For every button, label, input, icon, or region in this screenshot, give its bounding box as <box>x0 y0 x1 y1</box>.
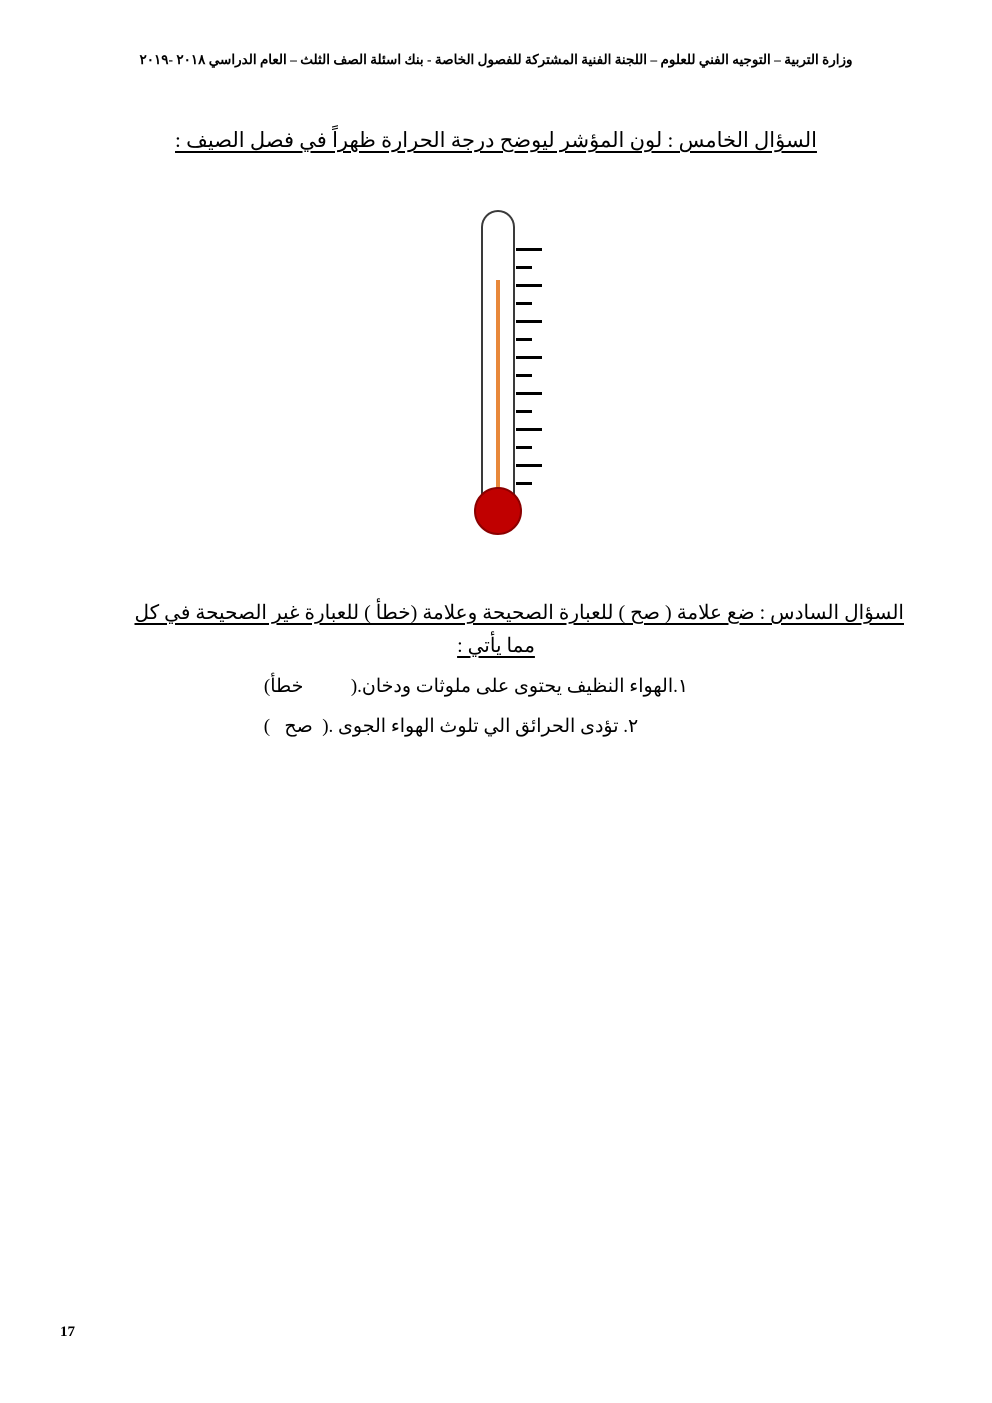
question-6-line-1: السؤال السادس : ضع علامة ( صح ) للعبارة الصحيحة وعلامة (خطأ ) للعبارة غير الصحيحة في كل <box>134 602 904 624</box>
question-5 <box>50 128 942 154</box>
scale-tick <box>516 410 532 413</box>
scale-tick <box>516 464 542 467</box>
scale-tick <box>516 428 542 431</box>
scale-tick <box>516 446 532 449</box>
scale-tick <box>516 392 542 395</box>
question-5-text: السؤال الخامس : لون المؤشر ليوضح درجة الحرارة ظهراً في فصل الصيف : <box>175 128 817 152</box>
scale-tick <box>516 356 542 359</box>
question-6-item-1: ١.الهواء النظيف يحتوى على ملوثات ودخان.( خطأ) <box>263 676 689 697</box>
thermometer-figure <box>0 210 992 550</box>
question-6-items <box>88 672 904 753</box>
scale-tick <box>516 482 532 485</box>
scale-tick <box>516 320 542 323</box>
thermometer-diagram <box>436 210 556 545</box>
document-header: وزارة التربية – التوجيه الفني للعلوم – اللجنة الفنية المشتركة للفصول الخاصة - بنك اسئلة الصف الثلث – العام الدراسي ٢٠١٨ -٢٠١٩ <box>139 52 853 67</box>
scale-tick <box>516 248 542 251</box>
scale-tick <box>516 266 532 269</box>
scale-tick <box>516 338 532 341</box>
scale-tick <box>516 374 532 377</box>
thermometer-mercury-line <box>496 280 500 495</box>
page-number: 17 <box>60 1324 75 1340</box>
thermometer-bulb <box>474 487 522 535</box>
scale-tick <box>516 302 532 305</box>
question-6 <box>88 598 904 662</box>
question-6-item-2: ٢. تؤدى الحرائق الي تلوث الهواء الجوى .( صح ) <box>263 716 639 738</box>
thermometer-scale <box>516 248 556 488</box>
scale-tick <box>516 284 542 287</box>
question-6-line-2: مما يأتي : <box>457 635 535 657</box>
